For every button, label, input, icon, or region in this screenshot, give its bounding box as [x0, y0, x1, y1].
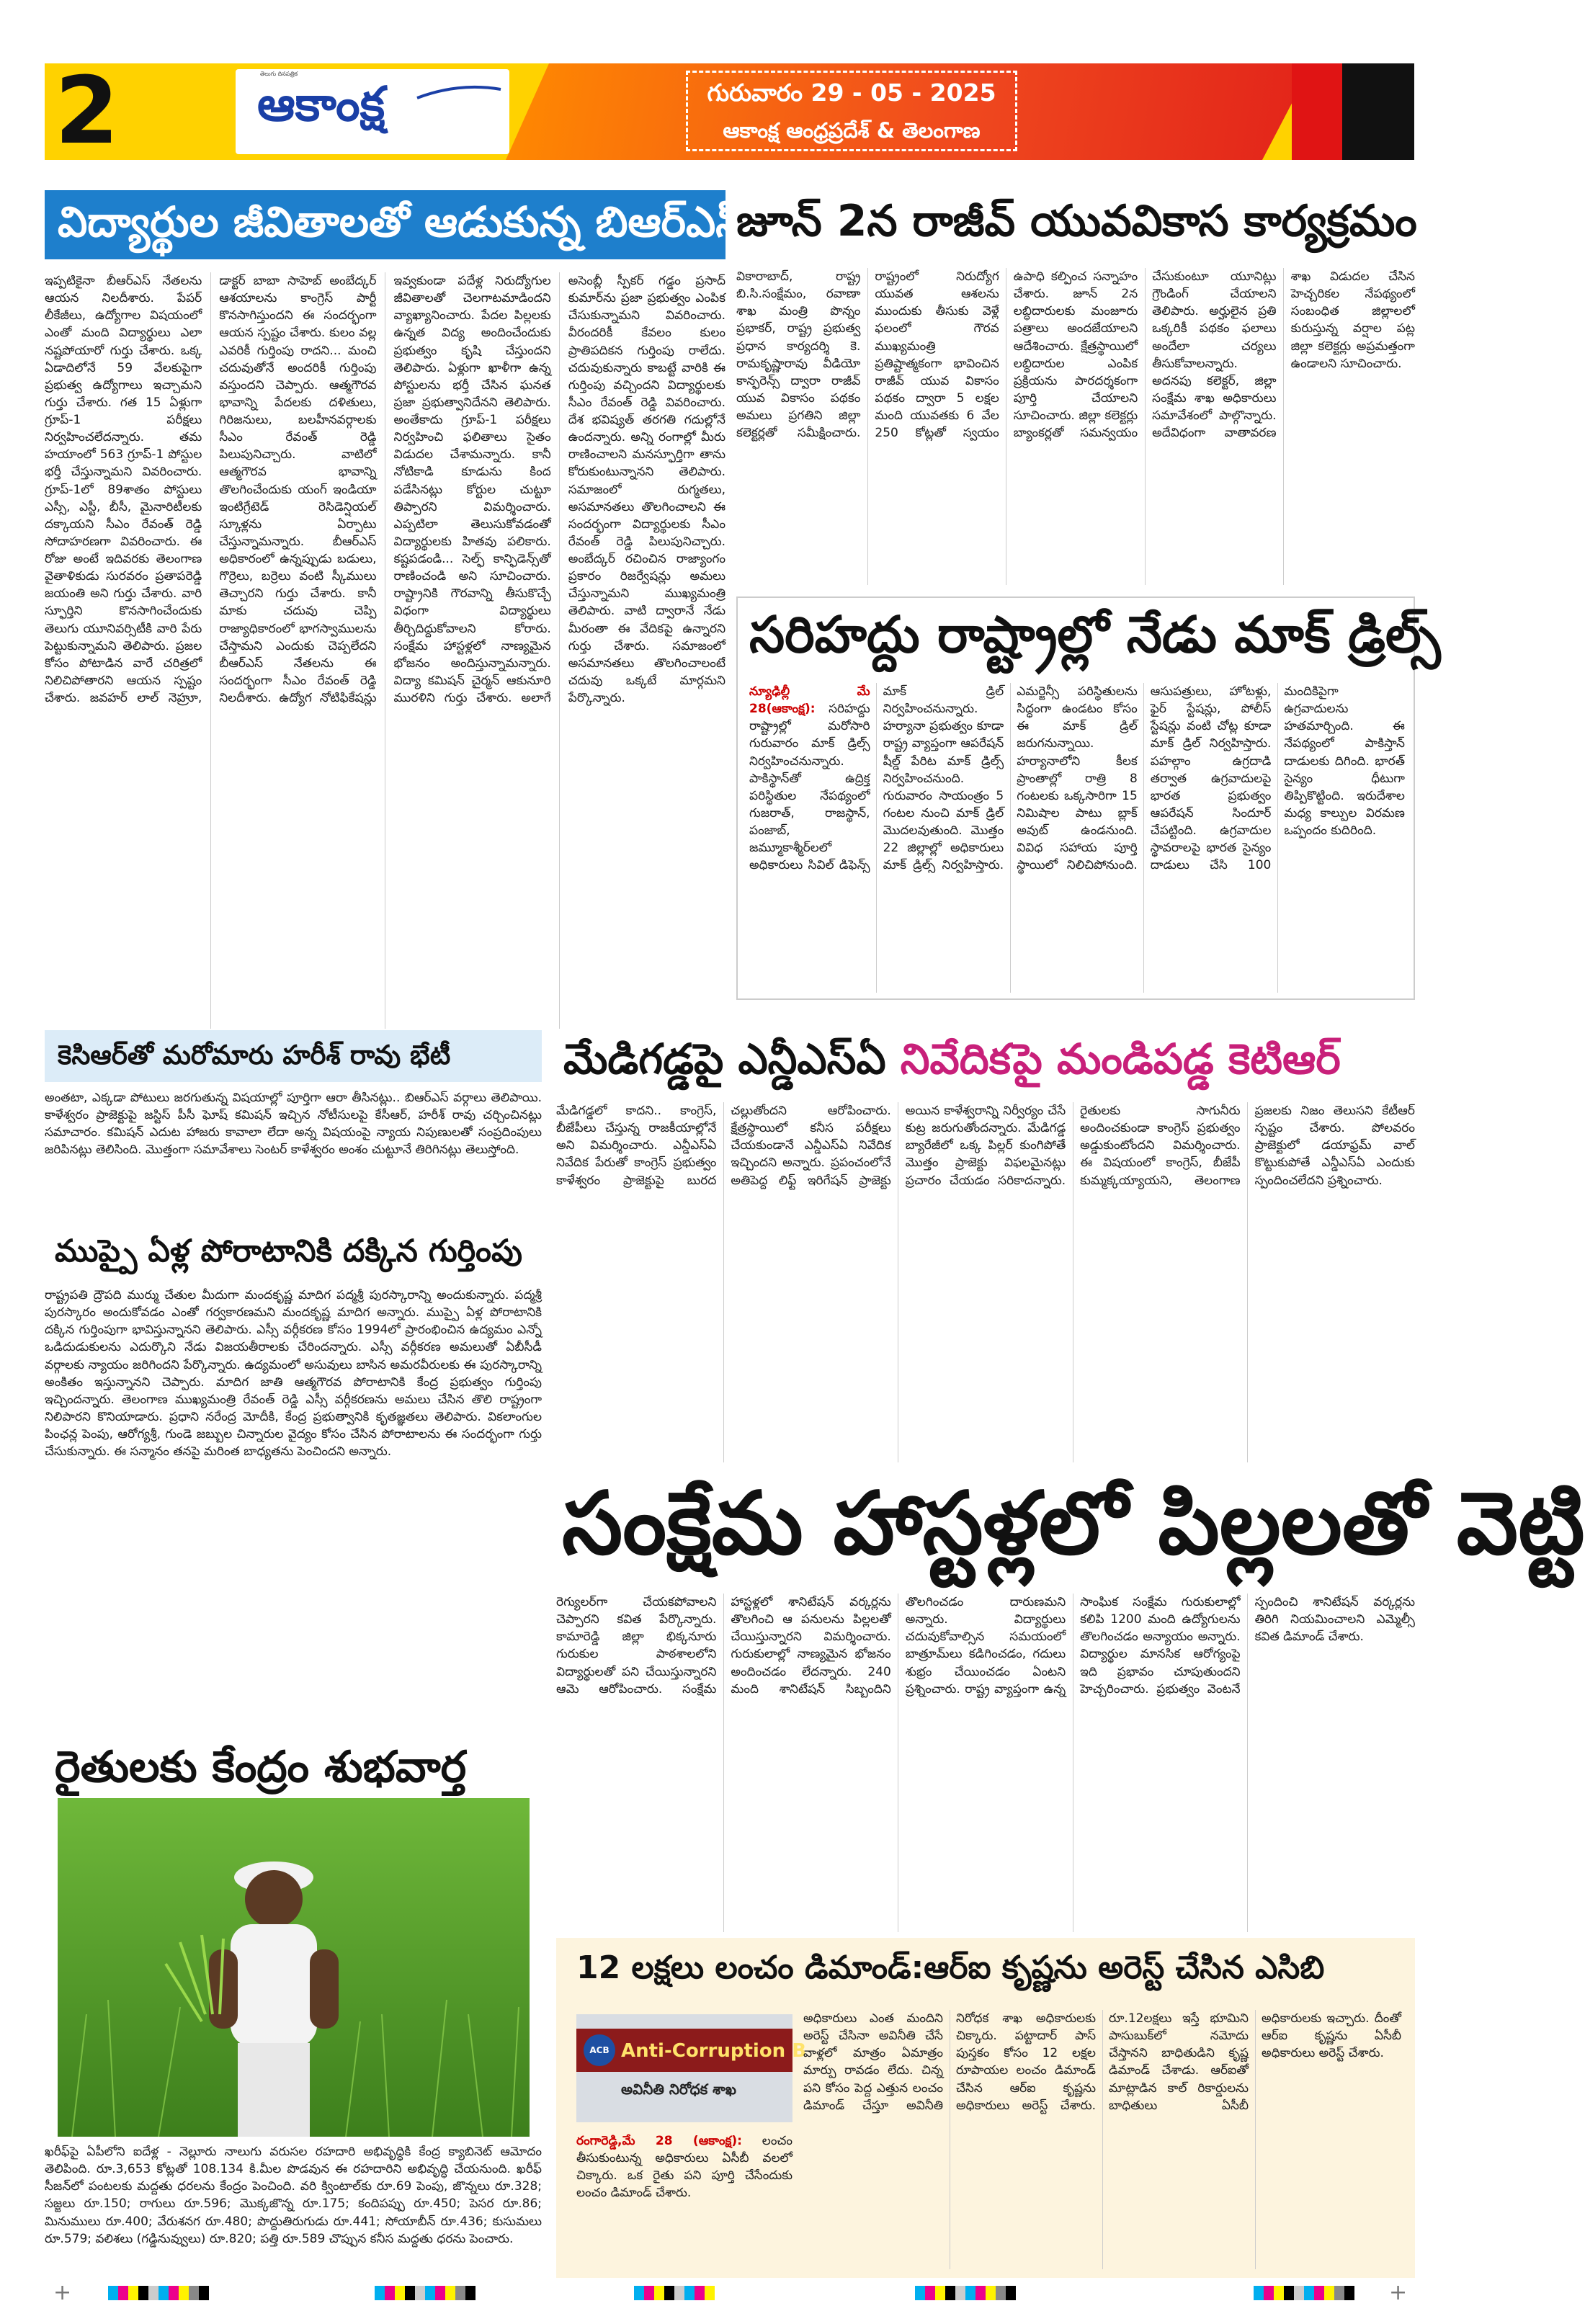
masthead [45, 58, 1414, 165]
article-headline[interactable]: జూన్ 2న రాజీవ్ యువవికాస కార్యక్రమం [736, 196, 1417, 246]
article-body: అధికారులు ఎంత మందిని అరెస్ట్ చేసినా అవినీతి చేసే వాళ్లలో మాత్రం ఏమాత్రం మార్పు రావడం లేదు. చిన్న పని కోసం పెద్ద ఎత్తున లంచం డిమాండ్ చేస్తూ అవినీతి నిరోధక శాఖ అధికారులకు చిక్కారు. పట్టాదార్ పాస్ పుస్తకం కోసం 12 లక్షల రూపాయల లంచం డిమాండ్ చేసిన ఆర్ఐ కృష్ణను అధికారులు అరెస్ట్ చేశారు. రూ.12లక్షలు ఇస్తే భూమిని పాసుబుక్‌లో నమోదు చేస్తానని బాధితుడిని కృష్ణ డిమాండ్ చేశాడు. ఆర్ఐతో మాట్లాడిన కాల్ రికార్డులను బాధితులు ఏసీబీ అధికారులకు ఇచ్చారు. దీంతో ఆర్ఐ కృష్ణను ఏసీబీ అధికారులు అరెస్ట్ చేశారు. [803, 2011, 1401, 2113]
color-registration-bar [915, 2286, 1016, 2300]
logo-swoosh-icon [416, 82, 502, 104]
article-body: ఖరీఫ్‌పై ఏపీలోని ఐదేళ్ల - నెల్లూరు నాలుగు వరుసల రహదారి అభివృద్ధికి కేంద్ర క్యాబినెట్ ఆమోదం తెలిపింది. రూ.3,653 కోట్లతో 108.134 కి.మీల పొడవున ఈ రహదారిని అభివృద్ధి చేయనుంది. ఖరీఫ్ సీజన్‌లో పంటలకు మద్దతు ధరలను కేంద్రం పెంచింది. వరి క్వింటాల్‌కు రూ.69 పెంపు, జొన్నలు రూ.328; సజ్జలు రూ.150; రాగులు రూ.596; మొక్కజొన్న రూ.175; కందిపప్పు రూ.450; పెసర రూ.86; మినుములు రూ.400; వేరుశనగ రూ.480; పొద్దుతిరుగుడు రూ.441; సోయాబీన్ రూ.436; కుసుమలు రూ.579; వలిశలు (గడ్డినువ్వులు) రూ.820; పత్తి రూ.589 చొప్పున కనీస మద్దతు ధరను పెంచారు. [45, 2145, 543, 2246]
edition-name: ఆకాంక్ష ఆంధ్రప్రదేశ్ & తెలంగాణ [723, 118, 981, 143]
acb-sign-telugu: అవినీతి నిరోధక శాఖ [621, 2081, 736, 2098]
article-body: మేడిగడ్డలో కాదని.. కాంగ్రెస్, బీజేపీలు చేస్తున్న రాజకీయాల్లోనే అని విమర్శించారు. ఎన్డీఎస్ఏ నివేదిక పేరుతో కాంగ్రెస్ ప్రభుత్వం కాళేశ్వరం ప్రాజెక్టుపై బురద చల్లుతోందని ఆరోపించారు. క్షేత్రస్థాయిలో కనీస పరీక్షలు చేయకుండానే ఎన్డీఎస్ఏ నివేదిక ఇచ్చిందని అన్నారు. ప్రపంచంలోనే అతిపెద్ద లిఫ్ట్ ఇరిగేషన్ ప్రాజెక్టు అయిన కాళేశ్వరాన్ని నిర్వీర్యం చేసే కుట్ర జరుగుతోందన్నారు. మేడిగడ్డ బ్యారేజీలో ఒక్క పిల్లర్ కుంగిపోతే మొత్తం ప్రాజెక్టు విఫలమైనట్లు ప్రచారం చేయడం సరికాదన్నారు. రైతులకు సాగునీరు అందించకుండా కాంగ్రెస్ ప్రభుత్వం అడ్డుకుంటోందని విమర్శించారు. ఈ విషయంలో కాంగ్రెస్, బీజేపీ కుమ్మక్కయ్యాయని, తెలంగాణ ప్రజలకు నిజం తెలుసని కేటీఆర్ స్పష్టం చేశారు. పోలవరం ప్రాజెక్టులో డయాఫ్రమ్ వాల్ కొట్టుకుపోతే ఎన్డీఎస్ఏ ఎందుకు స్పందించలేదని ప్రశ్నించారు. [556, 1104, 1415, 1188]
headline-part: మేడిగడ్డపై ఎన్డీఎస్ఏ [563, 1034, 901, 1083]
article-headline[interactable]: 12 లక్షలు లంచం డిమాండ్:ఆర్ఐ కృష్ణను అరెస్ట్ చేసిన ఎసిబి [576, 1949, 1325, 1986]
article-body: ఇప్పటికైనా బీఆర్ఎస్ నేతలను ఆయన నిలదీశారు. పేపర్ లీకేజీలు, ఉద్యోగాల విషయంలో ఎంతో మంది విద్యార్థులు ఎలా నష్టపోయారో గుర్తు చేశారు. ఒక్క ఏడాదిలోనే 59 వేలకుపైగా ప్రభుత్వ ఉద్యోగాలు ఇచ్చామని గుర్తు చేశారు. గత 15 ఏళ్లుగా గ్రూప్-1 పరీక్షలు నిర్వహించలేదన్నారు. తమ హయాంలో 563 గ్రూప్-1 పోస్టుల భర్తీ చేస్తున్నామని వివరించారు. గ్రూప్-1లో 89శాతం పోస్టులు ఎస్సీ, ఎస్టీ, బీసీ, మైనారిటీలకు దక్కాయని సీఎం రేవంత్ రెడ్డి సోదాహరణగా వివరించారు. ఈ రోజు అంటే ఇదివరకు తెలంగాణ వైతాళికుడు సురవరం ప్రతాపరెడ్డి జయంతి అని గుర్తు చేశారు. వారి స్ఫూర్తిని కొనసాగించేందుకు తెలుగు యూనివర్సిటీకి వారి పేరు పెట్టుకున్నామని తెలిపారు. ప్రజల కోసం పోటాడిన వారే చరిత్రలో నిలిచిపోతారని ఆయన స్పష్టం చేశారు. జవహర్ లాల్ నెహ్రూ, డాక్టర్ బాబా సాహెబ్ అంబేద్కర్ ఆశయాలను కాంగ్రెస్ పార్టీ కొనసాగిస్తుందని ఈ సందర్భంగా ఆయన స్పష్టం చేశారు. కులం వల్ల ఎవరికీ గుర్తింపు రాదని... మంచి చదువుతోనే అందరికీ గుర్తింపు వస్తుందని చెప్పారు. ఆత్మగౌరవ భావాన్ని పేదలకు దళితులు, గిరిజనులు, బలహీనవర్గాలకు సీఎం రేవంత్ రెడ్డి పిలుపునిచ్చారు. వాటిలో ఆత్మగౌరవ భావాన్ని తొలగించేందుకు యంగ్ ఇండియా ఇంటిగ్రేటెడ్ రెసిడెన్షియల్ స్కూళ్లను ఏర్పాటు చేస్తున్నామన్నారు. బీఆర్ఎస్ అధికారంలో ఉన్నప్పుడు బడులు, గొర్రెలు, బర్రెలు వంటి స్కీములు తెచ్చారని గుర్తు చేశారు. కానీ మాకు చదువు చెప్పి రాజ్యాధికారంలో భాగస్వాములను చేస్తామని ఎందుకు చెప్పలేదని బీఆర్ఎస్ నేతలను ఈ సందర్భంగా సీఎం రేవంత్ రెడ్డి నిలదీశారు. ఉద్యోగ నోటిఫికేషన్లు ఇవ్వకుండా పదేళ్ల నిరుద్యోగుల జీవితాలతో చెలగాటమాడిందని వ్యాఖ్యానించారు. పేదల పిల్లలకు ఉన్నత విద్య అందించేందుకు ప్రభుత్వం కృషి చేస్తుందని తెలిపారు. ఏళ్లుగా ఖాళీగా ఉన్న పోస్టులను భర్తీ చేసిన ఘనత ప్రజా ప్రభుత్వానిదేనని తెలిపారు. అంతేకాదు గ్రూప్-1 పరీక్షలు నిర్వహించి ఫలితాలు సైతం విడుదల చేశామన్నారు. కానీ నోటికాడి కూడును కింద పడేసినట్లు కోర్టుల చుట్టూ తిప్పారని విమర్శించారు. ఎప్పటిలా తెలుసుకోవడంతో విద్యార్థులకు హితవు పలికారు. కష్టపడండి... సెల్ఫ్ కాన్ఫిడెన్స్‌తో రాణించండి అని సూచించారు. రాష్ట్రానికి గౌరవాన్ని తీసుకొచ్చే విధంగా విద్యార్థులు తీర్చిదిద్దుకోవాలని కోరారు. సంక్షేమ హాస్టళ్లలో నాణ్యమైన భోజనం అందిస్తున్నామన్నారు. విద్యా కమిషన్ చైర్మన్ ఆకునూరి మురళిని గుర్తు చేశారు. అలాగే అసెంబ్లీ స్పీకర్ గడ్డం ప్రసాద్ కుమార్‌ను ప్రజా ప్రభుత్వం ఎంపిక చేసుకున్నామని వివరించారు. వీరందరికీ కేవలం కులం ప్రాతిపదికన గుర్తింపు రాలేదు. చదువుకున్నారు కాబట్టే వారికి ఈ గుర్తింపు వచ్చిందని విద్యార్థులకు సీఎం రేవంత్ రెడ్డి వివరించారు. దేశ భవిష్యత్ తరగతి గదుల్లోనే ఉందన్నారు. అన్ని రంగాల్లో మీరు రాణించాలని మనస్ఫూర్తిగా తాను కోరుకుంటున్నానని తెలిపారు. సమాజంలో రుగ్మతలు, అసమానతలు తొలగించాలని ఈ సందర్భంగా విద్యార్థులకు సీఎం రేవంత్ రెడ్డి పిలుపునిచ్చారు. అంబేద్కర్ రచించిన రాజ్యాంగం ప్రకారం రిజర్వేషన్లు అమలు చేస్తున్నామని ముఖ్యమంత్రి తెలిపారు. వాటి ద్వారానే నేడు మీరంతా ఈ వేదికపై ఉన్నారని గుర్తు చేశారు. సమాజంలో అసమానతలు తొలగించాలంటే చదువు ఒక్కటే మార్గమని పేర్కొన్నారు. [45, 274, 725, 705]
acb-badge: ACB [584, 2034, 615, 2066]
article-headline[interactable]: రైతులకు కేంద్రం శుభవార్త [55, 1742, 467, 1792]
issue-date: గురువారం 29 - 05 - 2025 [707, 79, 996, 107]
article-body: వికారాబాద్, రాష్ట్ర బి.సి.సంక్షేమం, రవాణా శాఖ మంత్రి పొన్నం ప్రభాకర్, రాష్ట్ర ప్రభుత్వ ప్రధాన కార్యదర్శి కె. రామకృష్ణారావు వీడియో కాన్ఫరెన్స్ ద్వారా రాజీవ్ యువ వికాసం పథకం అమలు ప్రగతిని జిల్లా కలెక్టర్లతో సమీక్షించారు. రాష్ట్రంలో నిరుద్యోగ యువత ఆశలను ముందుకు తీసుకు వెళ్లే ఫలంలో గౌరవ ముఖ్యమంత్రి ప్రతిష్టాత్మకంగా భావించిన రాజీవ్ యువ వికాసం పథకం ద్వారా 5 లక్షల మంది యువతకు 6 వేల 250 కోట్లతో స్వయం ఉపాధి కల్పించ సన్నాహం చేశారు. జూన్ 2న లబ్ధిదారులకు మంజూరు పత్రాలు అందజేయాలని ఆదేశించారు. క్షేత్రస్థాయిలో లబ్ధిదారుల ఎంపిక ప్రక్రియను పారదర్శకంగా పూర్తి చేయాలని సూచించారు. జిల్లా కలెక్టర్లు బ్యాంకర్లతో సమన్వయం చేసుకుంటూ యూనిట్లు గ్రౌండింగ్ చేయాలని తెలిపారు. అర్హులైన ప్రతి ఒక్కరికీ పథకం ఫలాలు అందేలా చర్యలు తీసుకోవాలన్నారు. అదనపు కలెక్టర్, జిల్లా సంక్షేమ శాఖ అధికారులు సమావేశంలో పాల్గొన్నారు. అదేవిధంగా వాతావరణ శాఖ విడుదల చేసిన హెచ్చరికల నేపథ్యంలో సంబంధిత జిల్లాలలో కురుస్తున్న వర్షాల పట్ల జిల్లా కలెక్టర్లు అప్రమత్తంగా ఉండాలని సూచించారు. [736, 269, 1415, 441]
article-headline[interactable] [563, 1034, 1341, 1094]
article-body: రెగ్యులర్‌గా చేయకపోవాలని చెప్పారని కవిత పేర్కొన్నారు. కామారెడ్డి జిల్లా భిక్కనూరు గురుకుల పాఠశాలలోని విద్యార్థులతో పని చేయిస్తున్నారని ఆమె ఆరోపించారు. సంక్షేమ హాస్టళ్లలో శానిటేషన్ వర్కర్లను తొలగించి ఆ పనులను పిల్లలతో చేయిస్తున్నారని విమర్శించారు. గురుకులాల్లో నాణ్యమైన భోజనం అందించడం లేదన్నారు. 240 మంది శానిటేషన్ సిబ్బందిని తొలగించడం దారుణమని అన్నారు. విద్యార్థులు చదువుకోవాల్సిన సమయంలో బాత్రూమ్‌లు కడిగించడం, గదులు శుభ్రం చేయించడం ఏంటని ప్రశ్నించారు. రాష్ట్ర వ్యాప్తంగా ఉన్న సాంఘిక సంక్షేమ గురుకులాల్లో కలిపి 1200 మంది ఉద్యోగులను తొలగించడం అన్యాయం అన్నారు. విద్యార్థుల మానసిక ఆరోగ్యంపై ఇది ప్రభావం చూపుతుందని హెచ్చరించారు. ప్రభుత్వం వెంటనే స్పందించి శానిటేషన్ వర్కర్లను తిరిగి నియమించాలని ఎమ్మెల్సీ కవిత డిమాండ్ చేశారు. [556, 1595, 1415, 1697]
article-body-side [576, 2132, 792, 2269]
logo-tagline: తెలుగు దినపత్రిక [260, 71, 298, 77]
logo-box[interactable] [236, 69, 509, 154]
article-text: లంచం తీసుకుంటున్న అధికారులు ఏసీబీ వలలో చిక్కారు. ఒక రైతు పని పూర్తి చేసేందుకు లంచం డిమాండ్ చేశారు. [576, 2134, 793, 2201]
article-body: రాష్ట్రపతి ద్రౌపది ముర్ము చేతుల మీదుగా మందకృష్ణ మాదిగ పద్మశ్రీ పురస్కారాన్ని అందుకున్నారు. పద్మశ్రీ పురస్కారం అందుకోవడం ఎంతో గర్వకారణమని మందకృష్ణ మాదిగ అన్నారు. ముప్పై ఏళ్ల పోరాటానికి దక్కిన గుర్తింపుగా భావిస్తున్నానని తెలిపారు. ఎస్సీ వర్గీకరణ కోసం 1994లో ప్రారంభించిన ఉద్యమం ఎన్నో ఒడిదుడుకులను ఎదుర్కొని నేడు విజయతీరాలకు చేరిందన్నారు. ఎస్సీ వర్గీకరణ అమలుతో ఏబీసీడీ వర్గాలకు న్యాయం జరిగిందని పేర్కొన్నారు. ఉద్యమంలో అసువులు బాసిన అమరవీరులకు ఈ పురస్కారాన్ని అంకితం ఇస్తున్నానని చెప్పారు. మాదిగ జాతి ఆత్మగౌరవ పోరాటానికి కేంద్ర ప్రభుత్వం గుర్తింపు ఇచ్చిందన్నారు. తెలంగాణ ముఖ్యమంత్రి రేవంత్ రెడ్డి ఎస్సీ వర్గీకరణను అమలు చేసిన తొలి రాష్ట్రంగా నిలిపారని కొనియాడారు. ప్రధాని నరేంద్ర మోదీకి, కేంద్ర ప్రభుత్వానికి కృతజ్ఞతలు తెలిపారు. వికలాంగుల పింఛన్ల పెంపు, ఆరోగ్యశ్రీ, గుండె జబ్బుల చిన్నారుల వైద్యం కోసం చేసిన పోరాటాలను ఈ సందర్భంగా గుర్తు చేసుకున్నారు. ఈ సన్మానం తనపై మరింత బాధ్యతను పెంచిందని అన్నారు. [45, 1288, 542, 1460]
article-text: సరిహద్దు రాష్ట్రాల్లో మరోసారి గురువారం మాక్ డ్రిల్స్ నిర్వహించనున్నారు. పాకిస్థాన్‌తో ఉద్రిక్త పరిస్థితుల నేపథ్యంలో గుజరాత్, రాజస్థాన్, పంజాబ్, జమ్మూకాశ్మీర్‌లలో అధికారులు సివిల్ డిఫెన్స్ మాక్ డ్రిల్ నిర్వహించనున్నారు. హర్యానా ప్రభుత్వం కూడా రాష్ట్ర వ్యాప్తంగా ఆపరేషన్ షీల్డ్ పేరిట మాక్ డ్రిల్స్ నిర్వహించనుంది. గురువారం సాయంత్రం 5 గంటల నుంచి మాక్ డ్రిల్ మొదలవుతుంది. మొత్తం 22 జిల్లాల్లో అధికారులు మాక్ డ్రిల్స్ నిర్వహిస్తారు. ఎమర్జెన్సీ పరిస్థితులను సిద్ధంగా ఉండటం కోసం ఈ మాక్ డ్రిల్ జరుగనున్నాయి. హర్యానాలోని కీలక ప్రాంతాల్లో రాత్రి 8 గంటలకు ఒక్కసారిగా 15 నిమిషాల పాటు బ్లాక్ అవుట్ ఉండనుంది. వివిధ సహాయ పూర్తి స్థాయిలో నిలిచిపోనుంది. ఆసుపత్రులు, హోటళ్లు, ఫైర్ స్టేషన్లు, పోలీస్ స్టేషన్లు వంటి చోట్ల కూడా మాక్ డ్రిల్ నిర్వహిస్తారు. పహల్గాం ఉగ్రదాడి తర్వాత ఉగ్రవాదులపై భారత ప్రభుత్వం ఆపరేషన్ సిందూర్ చేపట్టింది. ఉగ్రవాదుల స్థావరాలపై భారత సైన్యం దాడులు చేసి 100 మందికిపైగా ఉగ్రవాదులను హతమార్చింది. ఈ నేపథ్యంలో పాకిస్తాన్ దాడులకు దిగింది. భారత్ సైన్యం ధీటుగా తిప్పికొట్టింది. ఇరుదేశాల మధ్య కాల్పుల విరమణ ఒప్పందం కుదిరింది. [749, 684, 1405, 873]
color-registration-bar [108, 2286, 209, 2300]
dateline: రంగారెడ్డి,మే 28 (ఆకాంక్ష): [576, 2134, 742, 2148]
color-registration-bar [1254, 2286, 1354, 2300]
article-headline[interactable]: సంక్షేమ హాస్టళ్లలో పిల్లలతో వెట్టి [562, 1474, 1585, 1574]
acb-office-photo[interactable] [576, 2014, 807, 2122]
acb-sign-text: Anti-Corruption B [621, 2040, 807, 2062]
page-number: 2 [55, 58, 120, 165]
registration-cross-icon: + [53, 2280, 72, 2305]
headline-highlight: నివేదికపై మండిపడ్డ కెటిఆర్ [900, 1034, 1341, 1083]
color-registration-bar [634, 2286, 715, 2300]
article-body [749, 683, 1405, 993]
article-body: అంతటా, ఎక్కడా పోటులు జరగుతున్న విషయాల్లో పూర్తిగా ఆరా తీసినట్లు.. బిఆర్ఎస్ వర్గాలు తెలిపాయి. కాళేశ్వరం ప్రాజెక్టుపై జస్టిస్ పీసీ ఘోష్ కమిషన్ ఇచ్చిన నోటీసులపై కేసీఆర్, హరీశ్ రావు చర్చించినట్లు సమాచారం. కమిషన్ ఎదుట హాజరు కావాలా లేదా అన్న విషయంపై న్యాయ నిపుణులతో సంప్రదింపులు జరిపినట్లు తెలిసింది. మొత్తంగా సమావేశాలు సెంటర్ కాళేశ్వరం అంశం చుట్టూనే తిరిగినట్లు తెలుస్తోంది. [45, 1091, 542, 1158]
masthead-flag [1292, 63, 1414, 160]
article-headline[interactable]: విద్యార్థుల జీవితాలతో ఆడుకున్న బిఆర్ఎస్ [58, 197, 745, 246]
registration-cross-icon: + [1389, 2280, 1408, 2305]
dateline: న్యూఢిల్లీ మే 28(ఆకాంక్ష): [749, 684, 870, 717]
color-registration-bar [375, 2286, 476, 2300]
article-headline[interactable]: ముప్పై ఏళ్ల పోరాటానికి దక్కిన గుర్తింపు [55, 1233, 522, 1269]
farmer-photo[interactable] [58, 1798, 530, 2137]
newspaper-logo: ఆకాంక్ష [257, 76, 385, 132]
article-headline[interactable]: సరిహద్దు రాష్ట్రాల్లో నేడు మాక్ డ్రిల్స్ [749, 605, 1441, 664]
article-headline[interactable]: కెసిఆర్‌తో మరోమారు హరీశ్ రావు భేటీ [58, 1040, 451, 1071]
date-edition-box [686, 71, 1017, 151]
